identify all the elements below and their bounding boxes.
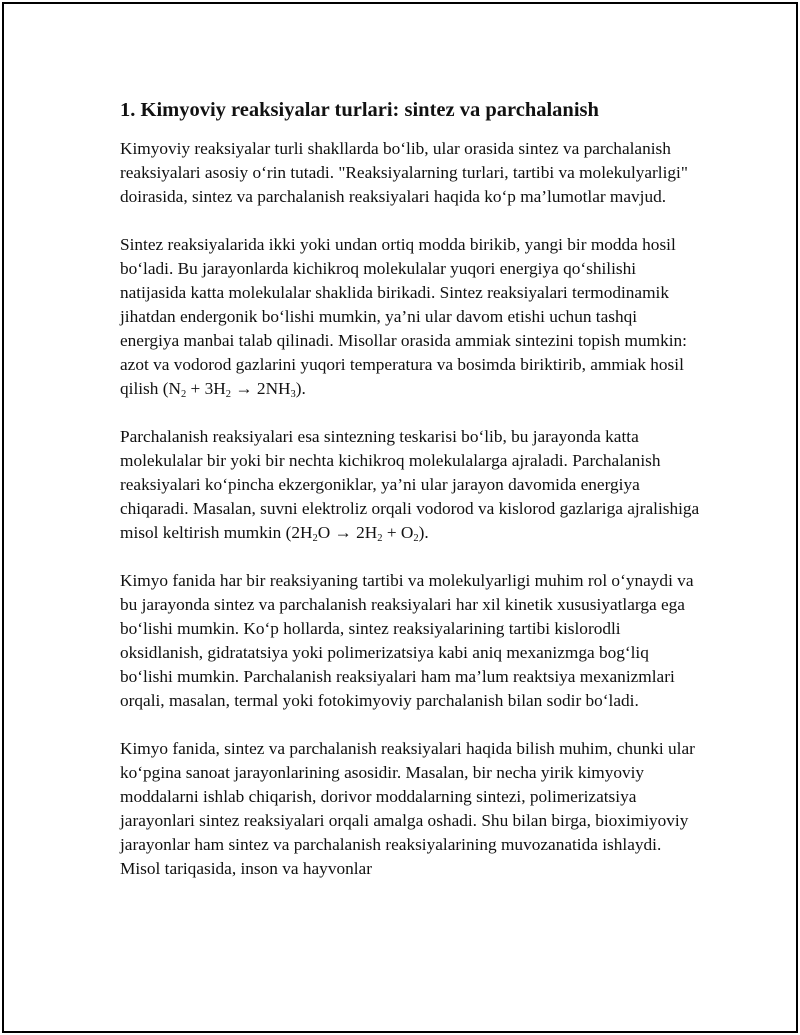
page-frame [2, 2, 798, 1033]
formula-subscript: 2 [225, 389, 231, 400]
formula-subscript: 2 [180, 389, 187, 400]
formula-part: N [168, 379, 181, 398]
formula-part: O → 2H [317, 523, 378, 542]
formula-part: → 2NH [231, 379, 291, 398]
water-formula [291, 523, 418, 542]
ammonia-formula [169, 379, 296, 398]
section-title: 1. Kimyoviy reaksiyalar turlari: sintez va parchalanish [120, 99, 599, 121]
paragraph-intro: Kimyoviy reaksiyalar turli shakllarda bo‘lib, ular orasida sintez va parchalanish reaksiyalari asosiy o‘rin tutadi. "Reaksiyalarning turlari, tartibi va molekulyarligi" doirasida, sintez va parchalanish reaksiyalari haqida ko‘p ma’lumotlar mavjud. [120, 139, 688, 206]
formula-subscript: 2 [413, 533, 419, 544]
formula-part: 2H [291, 523, 313, 542]
paragraph-decomposition [120, 425, 700, 545]
document-body [120, 97, 700, 905]
paragraph-industry: Kimyo fanida, sintez va parchalanish reaksiyalari haqida bilish muhim, chunki ular ko‘pgina sanoat jarayonlarining asosidir. Masalan, bir necha yirik kimyoviy moddalarni ishlab chiqarish, dorivor moddalarning sintezi, polimerizatsiya jarayonlari sintez reaksiyalari orqali amalga oshadi. Shu bilan birga, bioximiyoviy jarayonlar ham sintez va parchalanish reaksiyalarining muvozanatida ishlaydi. Misol tariqasida, inson va hayvonlar [120, 739, 695, 878]
paragraph-end: ). [295, 379, 306, 398]
formula-subscript: 2 [377, 533, 383, 544]
paragraph-end: ). [418, 523, 429, 542]
formula-subscript: 2 [312, 533, 318, 544]
paragraph-kinetics: Kimyo fanida har bir reaksiyaning tartibi va molekulyarligi muhim rol o‘ynaydi va bu jarayonda sintez va parchalanish reaksiyalari har xil kinetik xususiyatlarga ega bo‘lishi mumkin. Ko‘p hollarda, sintez reaksiyalarining tartibi kislorodli oksidlanish, gidratatsiya yoki polimerizatsiya kabi aniq mexanizmga bog‘liq bo‘lishi mumkin. Parchalanish reaksiyalari ham ma’lum reaktsiya mexanizmlari orqali, masalan, termal yoki fotokimyoviy parchalanish bilan sodir bo‘ladi. [120, 571, 694, 710]
formula-part: + 3H [186, 379, 226, 398]
formula-subscript: 3 [290, 389, 296, 400]
formula-part: + O [382, 523, 414, 542]
paragraph-synthesis [120, 233, 700, 401]
synthesis-text: Sintez reaksiyalarida ikki yoki undan ortiq modda birikib, yangi bir modda hosil bo‘ladi. Bu jarayonlarda kichikroq molekulalar yuqori energiya qo‘shilishi natijasida katta molekulalar shaklida birikadi. Sintez reaksiyalari termodinamik jihatdan endergonik bo‘lishi mumkin, ya’ni ular davom etishi uchun tashqi energiya manbai talab qilinadi. Misollar orasida ammiak sintezini topish mumkin: azot va vodorod gazlarini yuqori temperatura va bosimda biriktirib, ammiak hosil qilish ( [120, 235, 687, 398]
decomposition-text: Parchalanish reaksiyalari esa sintezning teskarisi bo‘lib, bu jarayonda katta molekulalar bir yoki bir nechta kichikroq molekulalarga ajraladi. Parchalanish reaksiyalari ko‘pincha ekzergoniklar, ya’ni ular jarayon davomida energiya chiqaradi. Masalan, suvni elektroliz orqali vodorod va kislorod gazlariga ajralishiga misol keltirish mumkin ( [120, 427, 700, 542]
